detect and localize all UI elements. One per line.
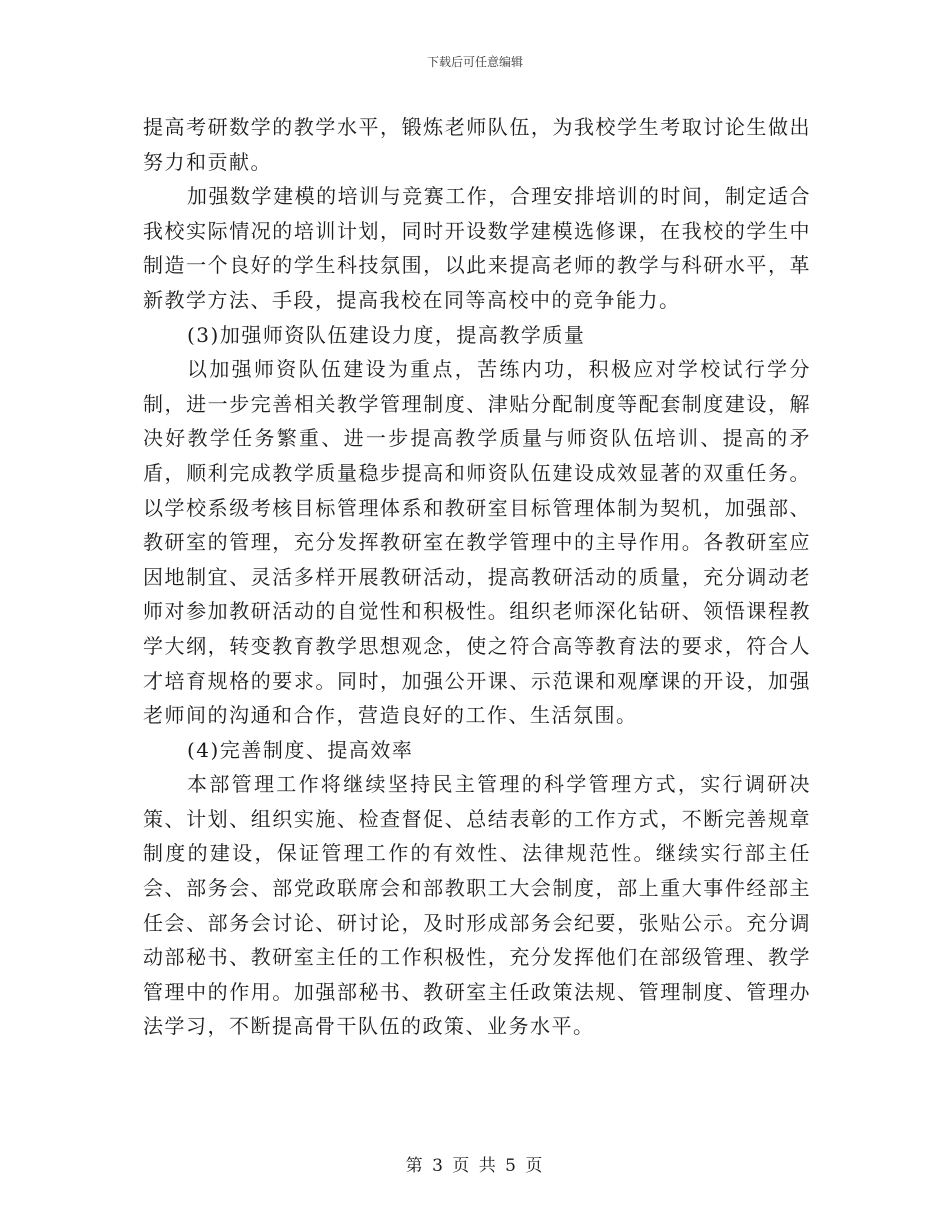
paragraph-4: 本部管理工作将继续坚持民主管理的科学管理方式，实行调研决策、计划、组织实施、检查督促、总结表彰的工作方式，不断完善规章制度的建设，保证管理工作的有效性、法律规范性。继续实行部主任会、部务会、部党政联席会和部教职工大会制度，部上重大事件经部主任会、部务会讨论、研讨论，及时形成部务会纪要，张贴公示。充分调动部秘书、教研室主任的工作积极性，充分发挥他们在部级管理、教学管理中的作用。加强部秘书、教研室主任政策法规、管理制度、管理办法学习，不断提高骨干队伍的政策、业务水平。 [143,772,811,1039]
page-number: 第 3 页 共 5 页 [405,1156,545,1176]
paragraph-2: 加强数学建模的培训与竞赛工作，合理安排培训的时间，制定适合我校实际情况的培训计划，同时开设数学建模选修课，在我校的学生中制造一个良好的学生科技氛围，以此来提高老师的教学与科研水平，革新教学方法、手段，提高我校在同等高校中的竞争能力。 [143,184,811,312]
paragraph-3: 以加强师资队伍建设为重点，苦练内功，积极应对学校试行学分制，进一步完善相关教学管理制度、津贴分配制度等配套制度建设，解决好教学任务繁重、进一步提高教学质量与师资队伍培训、提高的矛盾，顺利完成教学质量稳步提高和师资队伍建设成效显著的双重任务。以学校系级考核目标管理体系和教研室目标管理体制为契机，加强部、教研室的管理，充分发挥教研室在教学管理中的主导作用。各教研室应因地制宜、灵活多样开展教研活动，提高教研活动的质量，充分调动老师对参加教研活动的自觉性和积极性。组织老师深化钻研、领悟课程教学大纲，转变教育教学思想观念，使之符合高等教育法的要求，符合人才培育规格的要求。同时，加强公开课、示范课和观摩课的开设，加强老师间的沟通和合作，营造良好的工作、生活氛围。 [143,357,811,728]
section-heading-4: (4)完善制度、提高效率 [187,737,414,762]
page-header: 下载后可任意编辑 [426,55,523,69]
section-heading-3: (3)加强师资队伍建设力度，提高教学质量 [187,322,586,347]
paragraph-1: 提高考研数学的教学水平，锻炼老师队伍，为我校学生考取讨论生做出努力和贡献。 [143,115,811,174]
document-body [143,110,811,1044]
